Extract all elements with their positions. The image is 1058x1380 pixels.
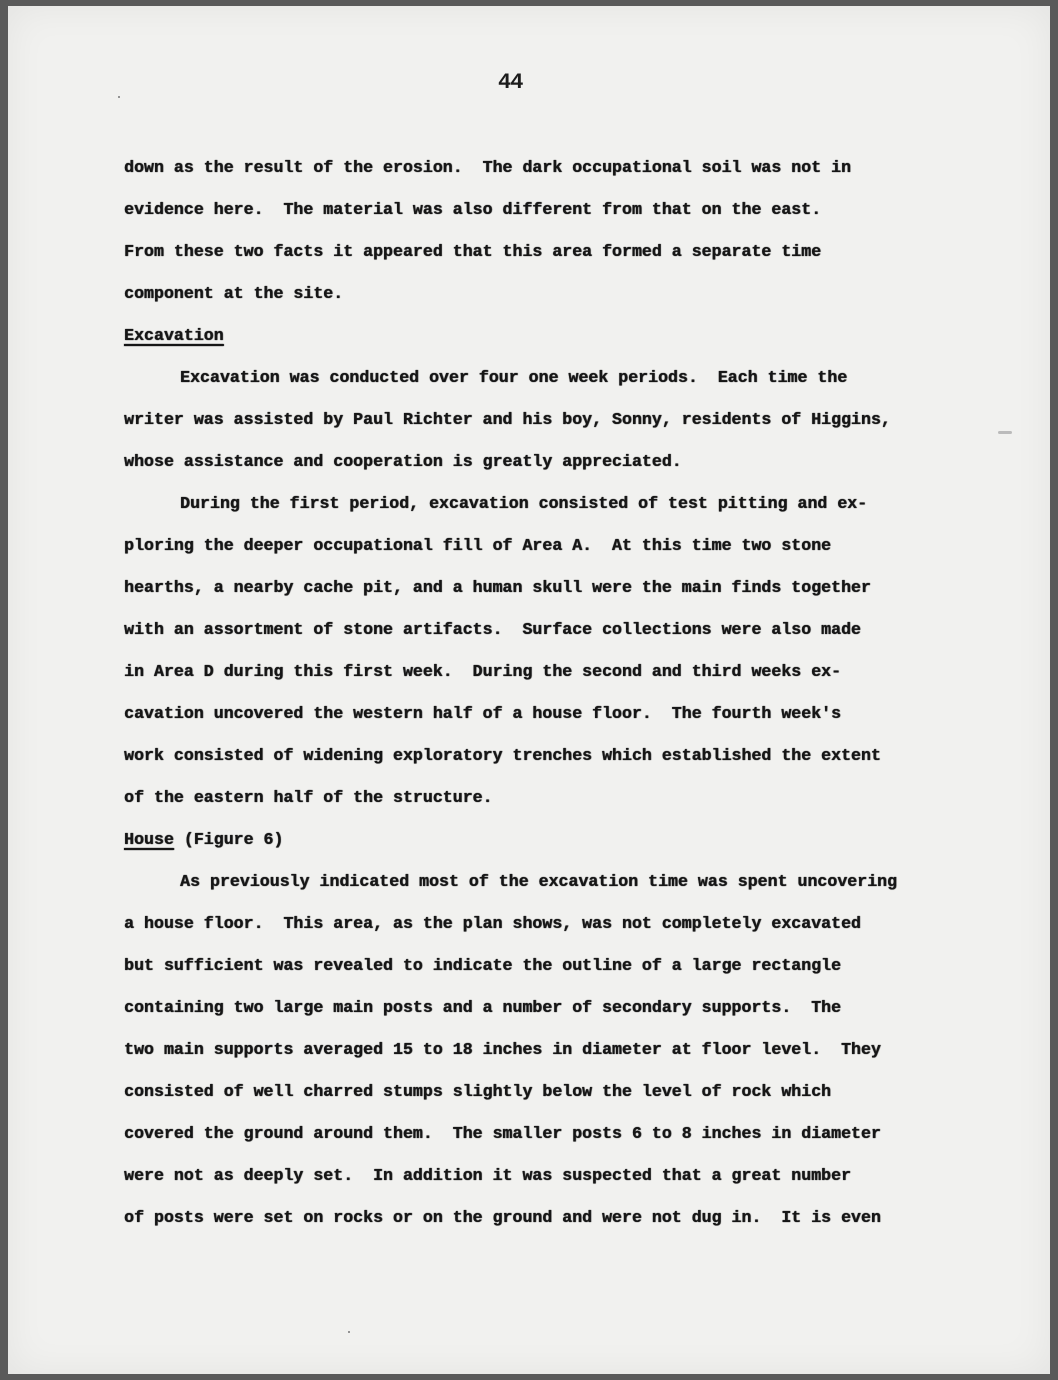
paragraph-line: evidence here. The material was also different from that on the east. (124, 200, 822, 219)
paragraph-line: with an assortment of stone artifacts. Surface collections were also made (124, 620, 861, 639)
paragraph-line: writer was assisted by Paul Richter and his boy, Sonny, residents of Higgins, (124, 410, 891, 429)
paragraph-line: covered the ground around them. The smaller posts 6 to 8 inches in diameter (124, 1124, 881, 1143)
paragraph-line: cavation uncovered the western half of a house floor. The fourth week's (124, 704, 841, 723)
paragraph-line: ploring the deeper occupational fill of Area A. At this time two stone (124, 536, 832, 555)
paragraph-line: a house floor. This area, as the plan shows, was not completely excavated (124, 914, 861, 933)
paragraph-line: two main supports averaged 15 to 18 inches in diameter at floor level. They (124, 1040, 881, 1059)
paragraph-line: of posts were set on rocks or on the ground and were not dug in. It is even (124, 1208, 881, 1227)
paragraph-line: were not as deeply set. In addition it was suspected that a great number (124, 1166, 851, 1185)
body-text (124, 6, 1024, 1374)
paragraph-line: down as the result of the erosion. The dark occupational soil was not in (124, 158, 851, 177)
figure-reference: (Figure 6) (183, 830, 284, 849)
paragraph-line: From these two facts it appeared that this area formed a separate time (124, 242, 822, 261)
paragraph-line: whose assistance and cooperation is greatly appreciated. (124, 452, 682, 471)
document-page (8, 6, 1050, 1374)
paragraph-line: in Area D during this first week. During the second and third weeks ex- (124, 662, 841, 681)
paragraph-line: As previously indicated most of the excavation time was spent uncovering (180, 872, 897, 891)
paragraph-line: During the first period, excavation consisted of test pitting and ex- (180, 494, 868, 513)
scan-speck (348, 1331, 350, 1333)
paragraph-line: work consisted of widening exploratory trenches which established the extent (124, 746, 881, 765)
page-number: 44 (498, 70, 523, 95)
paragraph-line: component at the site. (124, 284, 344, 303)
paragraph-line: hearths, a nearby cache pit, and a human skull were the main finds together (124, 578, 871, 597)
paragraph-line: Excavation was conducted over four one week periods. Each time the (180, 368, 848, 387)
scan-speck (118, 96, 120, 98)
scan-speck (998, 431, 1012, 434)
section-heading-house-title: House (124, 830, 174, 849)
paragraph-line: of the eastern half of the structure. (124, 788, 493, 807)
paragraph-line: consisted of well charred stumps slightly below the level of rock which (124, 1082, 832, 1101)
section-heading-excavation: Excavation (124, 326, 224, 345)
paragraph-line: but sufficient was revealed to indicate the outline of a large rectangle (124, 956, 841, 975)
section-heading-house (124, 830, 283, 850)
paragraph-line: containing two large main posts and a number of secondary supports. The (124, 998, 841, 1017)
